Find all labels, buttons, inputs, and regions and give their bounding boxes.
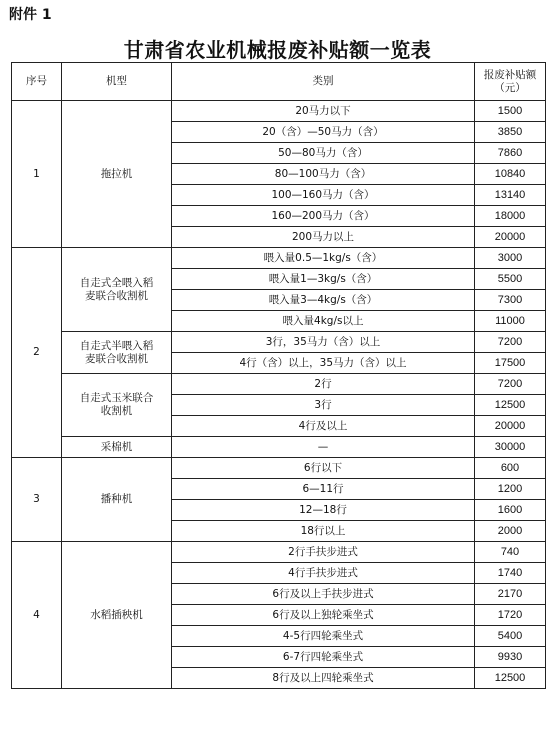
amount-cell: 3850	[475, 122, 546, 143]
table-row	[12, 248, 546, 269]
amount-cell: 13140	[475, 185, 546, 206]
category-cell: 2行	[172, 374, 475, 395]
category-cell: 4行及以上	[172, 416, 475, 437]
amount-cell: 600	[475, 458, 546, 479]
category-cell: 20（含）—50马力（含）	[172, 122, 475, 143]
amount-cell: 1600	[475, 500, 546, 521]
group-number-cell: 3	[12, 458, 62, 542]
category-cell: 6-7行四轮乘坐式	[172, 647, 475, 668]
subsidy-table	[11, 62, 546, 689]
amount-cell: 20000	[475, 227, 546, 248]
amount-cell: 1740	[475, 563, 546, 584]
category-cell: 80—100马力（含）	[172, 164, 475, 185]
table-row	[12, 332, 546, 353]
category-cell: 喂入量0.5—1kg/s（含）	[172, 248, 475, 269]
category-cell: 8行及以上四轮乘坐式	[172, 668, 475, 689]
group-number-cell: 2	[12, 248, 62, 458]
amount-cell: 1200	[475, 479, 546, 500]
amount-cell: 7200	[475, 374, 546, 395]
category-cell: 喂入量3—4kg/s（含）	[172, 290, 475, 311]
amount-cell: 18000	[475, 206, 546, 227]
amount-cell: 1720	[475, 605, 546, 626]
column-header-category: 类别	[172, 63, 475, 101]
machine-type-cell: 自走式全喂入稻麦联合收割机	[62, 248, 172, 332]
amount-cell: 30000	[475, 437, 546, 458]
group-number-cell: 4	[12, 542, 62, 689]
table-row	[12, 101, 546, 122]
amount-cell: 2170	[475, 584, 546, 605]
category-cell: 喂入量1—3kg/s（含）	[172, 269, 475, 290]
machine-type-cell: 自走式玉米联合收割机	[62, 374, 172, 437]
category-cell: 200马力以上	[172, 227, 475, 248]
category-cell: 4-5行四轮乘坐式	[172, 626, 475, 647]
category-cell: 2行手扶步进式	[172, 542, 475, 563]
amount-cell: 7860	[475, 143, 546, 164]
column-header-type: 机型	[62, 63, 172, 101]
group-number-cell: 1	[12, 101, 62, 248]
table-row	[12, 437, 546, 458]
amount-cell: 5500	[475, 269, 546, 290]
machine-type-cell: 采棉机	[62, 437, 172, 458]
amount-cell: 9930	[475, 647, 546, 668]
category-cell: 3行	[172, 395, 475, 416]
category-cell: 20马力以下	[172, 101, 475, 122]
amount-cell: 10840	[475, 164, 546, 185]
amount-cell: 7200	[475, 332, 546, 353]
category-cell: 50—80马力（含）	[172, 143, 475, 164]
amount-cell: 20000	[475, 416, 546, 437]
amount-cell: 12500	[475, 668, 546, 689]
amount-cell: 11000	[475, 311, 546, 332]
category-cell: 4行手扶步进式	[172, 563, 475, 584]
document-title: 甘肃省农业机械报废补贴额一览表	[123, 38, 432, 62]
category-cell: 6—11行	[172, 479, 475, 500]
category-cell: 6行及以上手扶步进式	[172, 584, 475, 605]
category-cell: 3行，35马力（含）以上	[172, 332, 475, 353]
table-header-row	[12, 63, 546, 101]
table-body	[12, 101, 546, 689]
table-row	[12, 458, 546, 479]
category-cell: 18行以上	[172, 521, 475, 542]
amount-cell: 12500	[475, 395, 546, 416]
category-cell: 6行及以上独轮乘坐式	[172, 605, 475, 626]
machine-type-cell: 拖拉机	[62, 101, 172, 248]
amount-cell: 2000	[475, 521, 546, 542]
category-cell: 160—200马力（含）	[172, 206, 475, 227]
category-cell: 12—18行	[172, 500, 475, 521]
amount-cell: 3000	[475, 248, 546, 269]
category-cell: 喂入量4kg/s以上	[172, 311, 475, 332]
column-header-no: 序号	[12, 63, 62, 101]
category-cell: 100—160马力（含）	[172, 185, 475, 206]
category-cell: 6行以下	[172, 458, 475, 479]
table-row	[12, 542, 546, 563]
category-cell: —	[172, 437, 475, 458]
machine-type-cell: 自走式半喂入稻麦联合收割机	[62, 332, 172, 374]
machine-type-cell: 水稻插秧机	[62, 542, 172, 689]
table-row	[12, 374, 546, 395]
attachment-label: 附件 1	[9, 7, 52, 23]
amount-cell: 1500	[475, 101, 546, 122]
amount-cell: 5400	[475, 626, 546, 647]
amount-cell: 740	[475, 542, 546, 563]
machine-type-cell: 播种机	[62, 458, 172, 542]
column-header-amount: 报废补贴额（元）	[475, 63, 546, 101]
amount-cell: 17500	[475, 353, 546, 374]
amount-cell: 7300	[475, 290, 546, 311]
category-cell: 4行（含）以上，35马力（含）以上	[172, 353, 475, 374]
